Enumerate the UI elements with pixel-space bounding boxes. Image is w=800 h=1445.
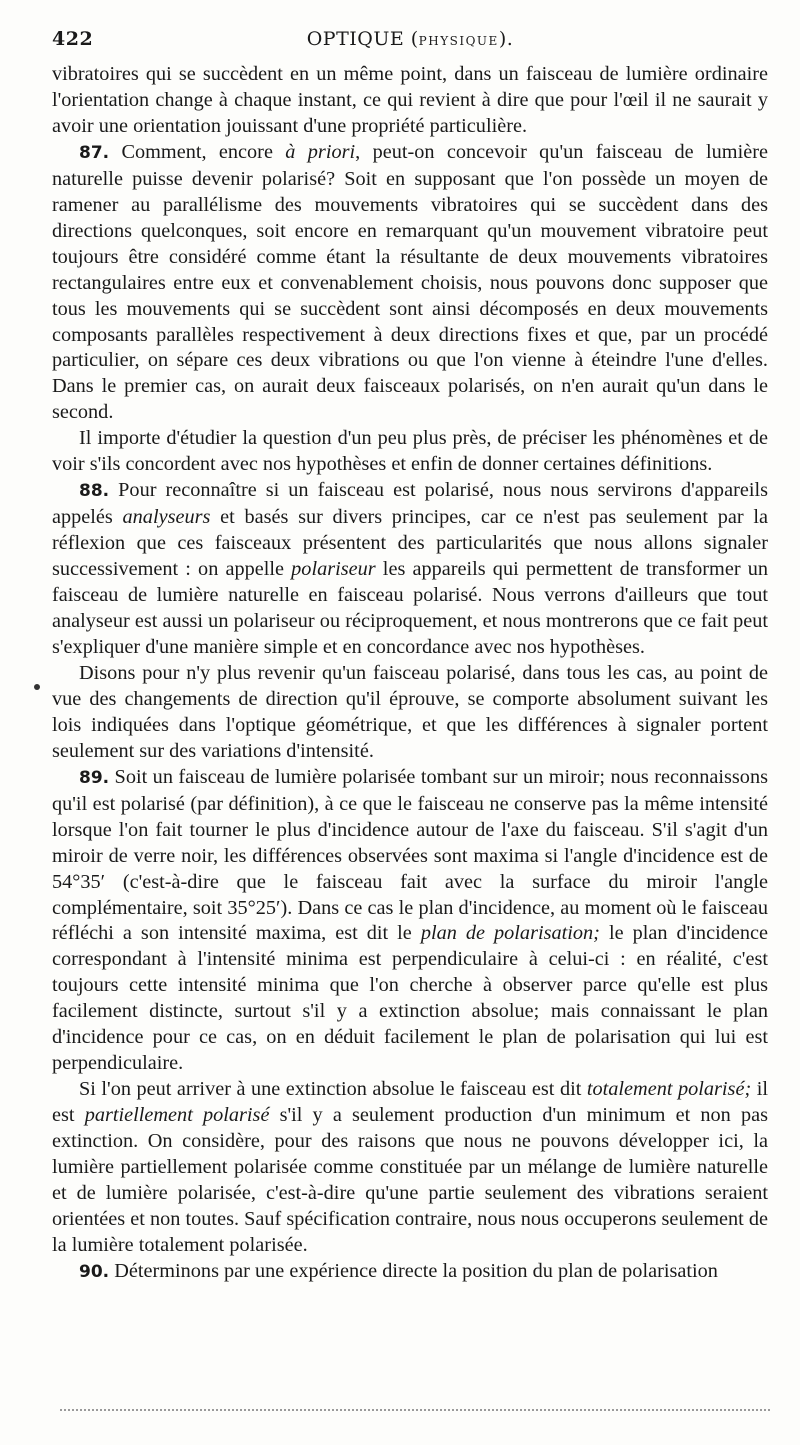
running-title-close: ). [498,28,514,50]
italic-term: analyseurs [122,506,211,529]
section-number: 87. [79,142,110,163]
italic-term: partiellement polarisé [84,1104,270,1127]
text-run: vibratoires qui se succèdent en un même point, dans un faisceau de lumière ordinaire l'orientation change à chaque instant, ce qui revient à dire que pour l'œil il ne saurait y avoir une orientation jouissant d'une propriété particulière. [52,63,768,137]
text-run: les appareils qui permettent de transformer un faisceau de lumière naturelle en faisceau polarisé. Nous verrons d'ailleurs que tout analyseur est aussi un polariseur ou réciproquement, et nous montrerons que ce fait peut s'expliquer d'une manière simple et en concordance avec nos hypothèses. [52,558,768,658]
text-run: s'il y a seulement production d'un minimum et non pas extinction. On considère, pour des raisons que nous ne pouvons développer ici, la lumière partiellement polarisée comme constituée par un mélange de lumière naturelle et de lumière polarisée, c'est-à-dire qu'une partie seulement des vibrations seraient orientées et non toutes. Sauf spécification contraire, nous nous occuperons seulement de la lumière totalement polarisée. [52,1104,768,1256]
text-run: Pour reconnaître si un faisceau est polarisé, nous nous servirons d'appareils appelés [52,479,768,529]
section-number: 89. [79,767,110,788]
text-run: et basés sur divers principes, car ce n'est pas seulement par la réflexion que ces faisceaux présentent des particularités que nous allons signaler successivement : on appelle [52,506,768,581]
italic-term: à priori [285,140,356,163]
text-run: il est [52,1078,768,1127]
running-title-sub: PHYSIQUE [418,34,499,48]
section-number: 88. [79,481,110,502]
italic-term: polariseur [291,558,376,581]
section-number: 90. [79,1261,110,1282]
paragraph-definitions [52,426,768,478]
text-run: Déterminons par une expérience directe la position du plan de polarisation [109,1259,718,1282]
running-title-open: ( [404,28,419,50]
text-run: Il importe d'étudier la question d'un peu plus près, de préciser les phénomènes et de voir s'ils concordent avec nos hypothèses et enfin de donner certaines définitions. [52,427,768,476]
paragraph-total-polarisation [52,1077,768,1259]
margin-dot-mark [34,684,40,690]
page-body [52,62,768,1286]
bottom-dotted-rule [60,1409,770,1411]
running-title-main: OPTIQUE [306,28,405,50]
text-run: Disons pour n'y plus revenir qu'un faisceau polarisé, dans tous les cas, au point de vue des changements de direction qu'il éprouve, se comporte absolument suivant les lois indiquées dans l'optique géométrique, et que les différences à signaler portent seulement sur des variations d'intensité. [52,661,768,762]
text-run: Soit un faisceau de lumière polarisée tombant sur un miroir; nous reconnaissons qu'il est polarisé (par définition), à ce que le faisceau ne conserve pas la même intensité lorsque l'on fait tourner le plus d'incidence autour de l'axe du faisceau. S'il s'agit d'un miroir de verre noir, les différences observées sont maxima si l'angle d'incidence est de 54°35′ (c'est-à-dire que le faisceau fait avec la surface du miroir l'angle complémentaire, soit 35°25′). Dans ce cas le plan d'incidence, au moment où le faisceau réfléchi a son intensité maxima, est dit le [52,765,768,945]
text-run: Comment, encore [109,140,286,163]
paragraph-section-90 [52,1259,768,1286]
italic-term: totalement polarisé; [586,1078,752,1101]
paragraph-section-87 [52,140,768,426]
running-header [52,28,768,58]
running-title [52,28,768,50]
text-run: le plan d'incidence correspondant à l'intensité minima est perpendiculaire à celui-ci : en réalité, c'est toujours cette intensité minima que l'on cherche à observer parce qu'elle est plus facilement distincte, surtout s'il y a extinction absolue; mais connaissant le plan d'incidence pour ce cas, on en déduit facilement le plan de polarisation qui lui est perpendiculaire. [52,922,768,1075]
paragraph-section-89 [52,765,768,1077]
paragraph-continuation [52,62,768,140]
italic-term: plan de polarisation; [420,922,600,945]
page-number: 422 [52,28,94,50]
paragraph-section-88 [52,478,768,661]
paragraph-direction-changes [52,661,768,765]
text-run: Si l'on peut arriver à une extinction absolue le faisceau est dit [79,1078,587,1101]
text-run: , peut-on concevoir qu'un faisceau de lumière naturelle puisse devenir polarisé? Soit en supposant que l'on possède un moyen de ramener au parallélisme des mouvements vibratoires qui se succèdent dans des directions quelconques, soit encore en remarquant qu'un mouvement vibratoire peut toujours être considéré comme étant la résultante de deux mouvements vibratoires rectangulaires entre eux et convenablement choisis, nous pouvons donc supposer que tous les mouvements qui se succèdent sont ainsi décomposés en deux mouvements composants parallèles respectivement à deux directions fixes et que, par un procédé particulier, on sépare ces deux vibrations ou que l'on vienne à éteindre l'une d'elles. Dans le premier cas, on aurait deux faisceaux polarisés, on n'en aurait qu'un dans le second. [52,140,768,424]
